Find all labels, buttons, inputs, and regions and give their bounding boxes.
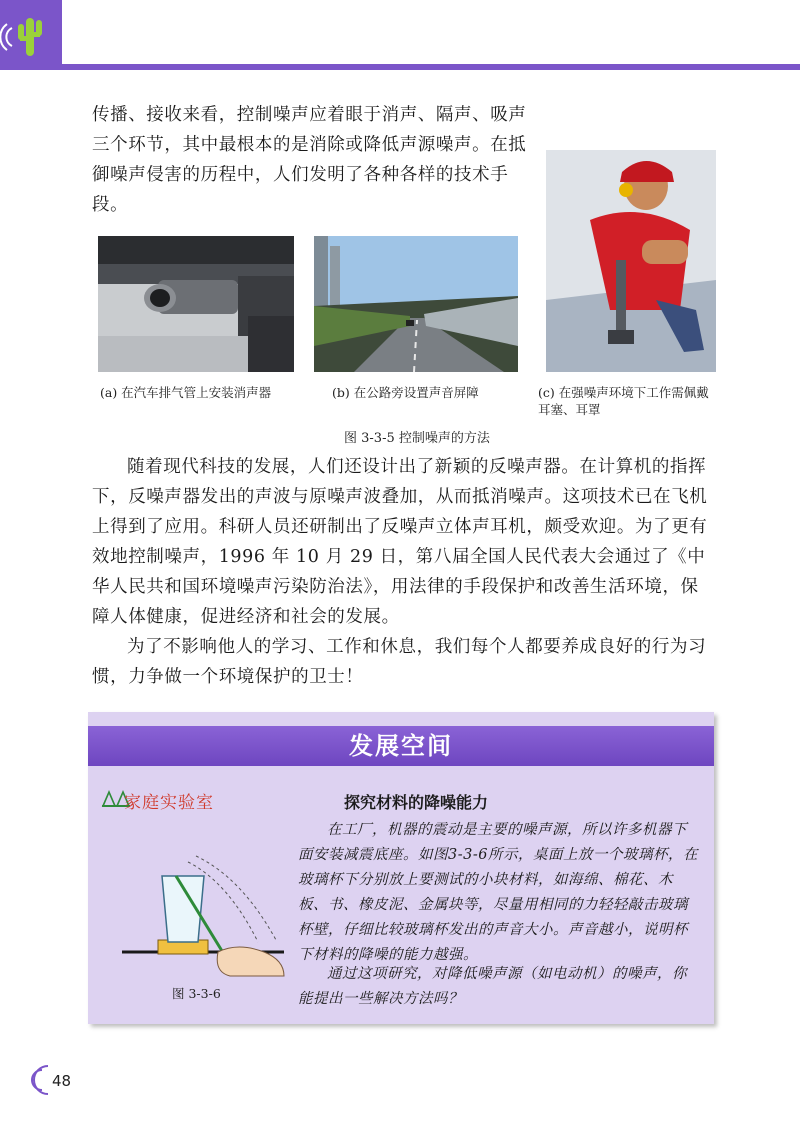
main-paragraph-1: 随着现代科技的发展，人们还设计出了新颖的反噪声器。在计算机的指挥下，反噪声器发出的声波与原噪声波叠加，从而抵消噪声。这项技术已在飞机上得到了应用。科研人员还研制出了反噪声立体声耳机，颇受欢迎。为了更有效地控制噪声，1996 年 10 月 29 日，第八届全国人民代表大会通过了《中华人民共和国环境噪声污染防治法》，用法律的手段保护和改善生活环境，保障人体健康，促进经济和社会的发展。 xyxy=(92,457,708,627)
main-paragraph-2: 为了不影响他人的学习、工作和休息，我们每个人都要养成良好的行为习惯，力争做一个环境保护的卫士！ xyxy=(92,637,707,687)
panel-title: 发展空间 xyxy=(349,732,453,760)
panel-text-1: 在工厂，机器的震动是主要的噪声源，所以许多机器下面安装减震底座。如图3-3-6所示，桌面上放一个玻璃杯，在玻璃杯下分别放上要测试的小块材料，如海绵、棉花、木板、书、橡皮泥、金属块等，尽量用相同的力轻轻敲击玻璃杯壁，仔细比较玻璃杯发出的声音大小。声音越小，说明杯下材料的降噪的能力越强。 xyxy=(298,822,698,963)
page-sound-arcs-icon xyxy=(30,1062,52,1098)
cactus-icon xyxy=(0,0,62,70)
panel-text-2: 通过这项研究，对降低噪声源（如电动机）的噪声，你能提出一些解决方法吗？ xyxy=(298,966,687,1007)
header-rule xyxy=(62,64,800,70)
caption-c: (c) 在强噪声环境下工作需佩戴耳塞、耳罩 xyxy=(538,385,709,417)
glass-tapping-illustration xyxy=(118,842,290,982)
figure-title: 图 3-3-5 控制噪声的方法 xyxy=(344,431,490,446)
development-panel xyxy=(88,712,714,1024)
home-lab-label: 家庭实验室 xyxy=(124,793,214,813)
photo-car-exhaust xyxy=(98,236,294,372)
caption-a: (a) 在汽车排气管上安装消声器 xyxy=(100,385,272,400)
figure-336-label: 图 3-3-6 xyxy=(172,986,221,1001)
photo-highway-barrier xyxy=(314,236,518,372)
page-header xyxy=(0,0,800,70)
intro-paragraph: 传播、接收来看，控制噪声应着眼于消声、隔声、吸声三个环节，其中最根本的是消除或降低声源噪声。在抵御噪声侵害的历程中，人们发明了各种各样的技术手段。 xyxy=(92,105,527,215)
section-title: 探究材料的降噪能力 xyxy=(344,793,489,812)
caption-b: (b) 在公路旁设置声音屏障 xyxy=(332,385,479,400)
chapter-logo xyxy=(0,0,62,70)
photo-worker-earmuffs xyxy=(546,150,716,372)
page-number: 48 xyxy=(52,1072,72,1090)
